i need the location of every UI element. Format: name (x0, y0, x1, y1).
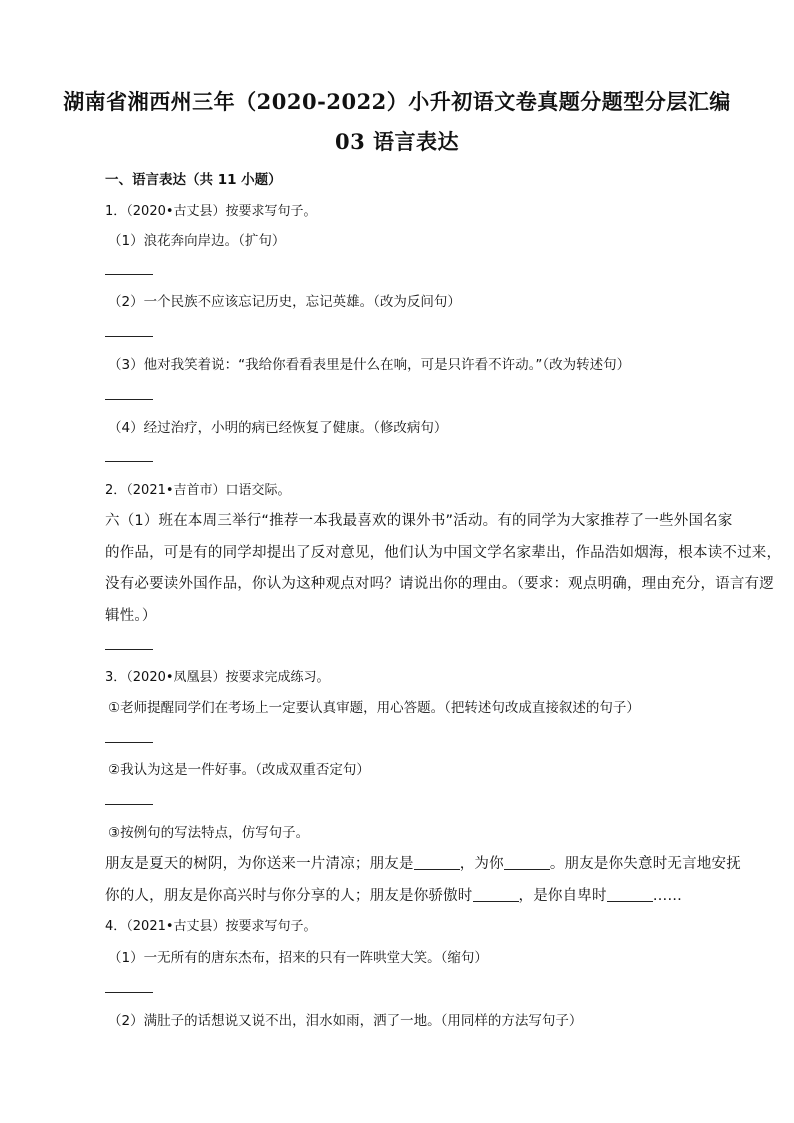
answer-line[interactable] (105, 804, 153, 805)
question-3-item-1: ①老师提醒同学们在考场上一定要认真审题，用心答题。（把转述句改成直接叙述的句子） (108, 700, 640, 716)
question-1-header: 1．（2020•古丈县）按要求写句子。 (105, 204, 317, 219)
example-text: 你的人，朋友是你高兴时与你分享的人；朋友是你骄傲时 (105, 888, 473, 904)
fill-in-blank[interactable] (473, 888, 519, 902)
answer-line[interactable] (105, 992, 153, 993)
question-2-paragraph-line: 没有必要读外国作品，你认为这种观点对吗？请说出你的理由。（要求：观点明确，理由充分，语言有逻 (105, 576, 774, 592)
question-3-example-line-2 (105, 884, 794, 905)
document-title: 湖南省湘西州三年（2020-2022）小升初语文卷真题分题型分层汇编 (63, 89, 731, 114)
example-text: ，是你自卑时 (518, 888, 607, 904)
answer-line[interactable] (105, 399, 153, 400)
answer-line[interactable] (105, 461, 153, 462)
question-1-item-4: （4）经过治疗，小明的病已经恢复了健康。（修改病句） (108, 420, 448, 436)
question-3-item-3: ③按例句的写法特点，仿写句子。 (108, 825, 310, 841)
question-2-paragraph-line: 六（1）班在本周三举行“推荐一本我最喜欢的课外书”活动。有的同学为大家推荐了一些外国名家 (105, 513, 733, 529)
question-4-item-1: （1）一无所有的唐东杰布，招来的只有一阵哄堂大笑。（缩句） (108, 950, 488, 966)
document-subtitle: 03 语言表达 (334, 129, 460, 154)
question-1-item-2: （2）一个民族不应该忘记历史，忘记英雄。（改为反问句） (108, 294, 461, 310)
question-2-header: 2．（2021•吉首市）口语交际。 (105, 483, 291, 498)
fill-in-blank[interactable] (607, 888, 653, 902)
question-3-example-line-1 (105, 852, 794, 873)
answer-line[interactable] (105, 742, 153, 743)
question-1-item-1: （1）浪花奔向岸边。（扩句） (108, 233, 286, 249)
answer-line[interactable] (105, 649, 153, 650)
fill-in-blank[interactable] (504, 856, 550, 870)
example-text: ，为你 (459, 856, 504, 872)
question-2-paragraph-line: 的作品，可是有的同学却提出了反对意见，他们认为中国文学名家辈出，作品浩如烟海，根本读不过来， (105, 545, 782, 561)
question-4-header: 4．（2021•古丈县）按要求写句子。 (105, 919, 317, 934)
fill-in-blank[interactable] (414, 856, 460, 870)
question-4-item-2: （2）满肚子的话想说又说不出，泪水如雨，洒了一地。（用同样的方法写句子） (108, 1013, 583, 1029)
example-text: …… (652, 888, 683, 904)
answer-line[interactable] (105, 274, 153, 275)
question-3-item-2: ②我认为这是一件好事。（改成双重否定句） (108, 762, 370, 778)
example-text: 。朋友是你失意时无言地安抚 (549, 856, 741, 872)
example-text: 朋友是夏天的树阴，为你送来一片清凉；朋友是 (105, 856, 414, 872)
question-2-paragraph-line: 辑性。） (105, 608, 157, 624)
question-1-item-3: （3）他对我笑着说：“我给你看看表里是什么在响，可是只许看不许动。”（改为转述句） (108, 357, 631, 373)
section-heading: 一、语言表达（共 11 小题） (105, 172, 282, 188)
answer-line[interactable] (105, 336, 153, 337)
question-3-header: 3．（2020•凤凰县）按要求完成练习。 (105, 670, 330, 685)
